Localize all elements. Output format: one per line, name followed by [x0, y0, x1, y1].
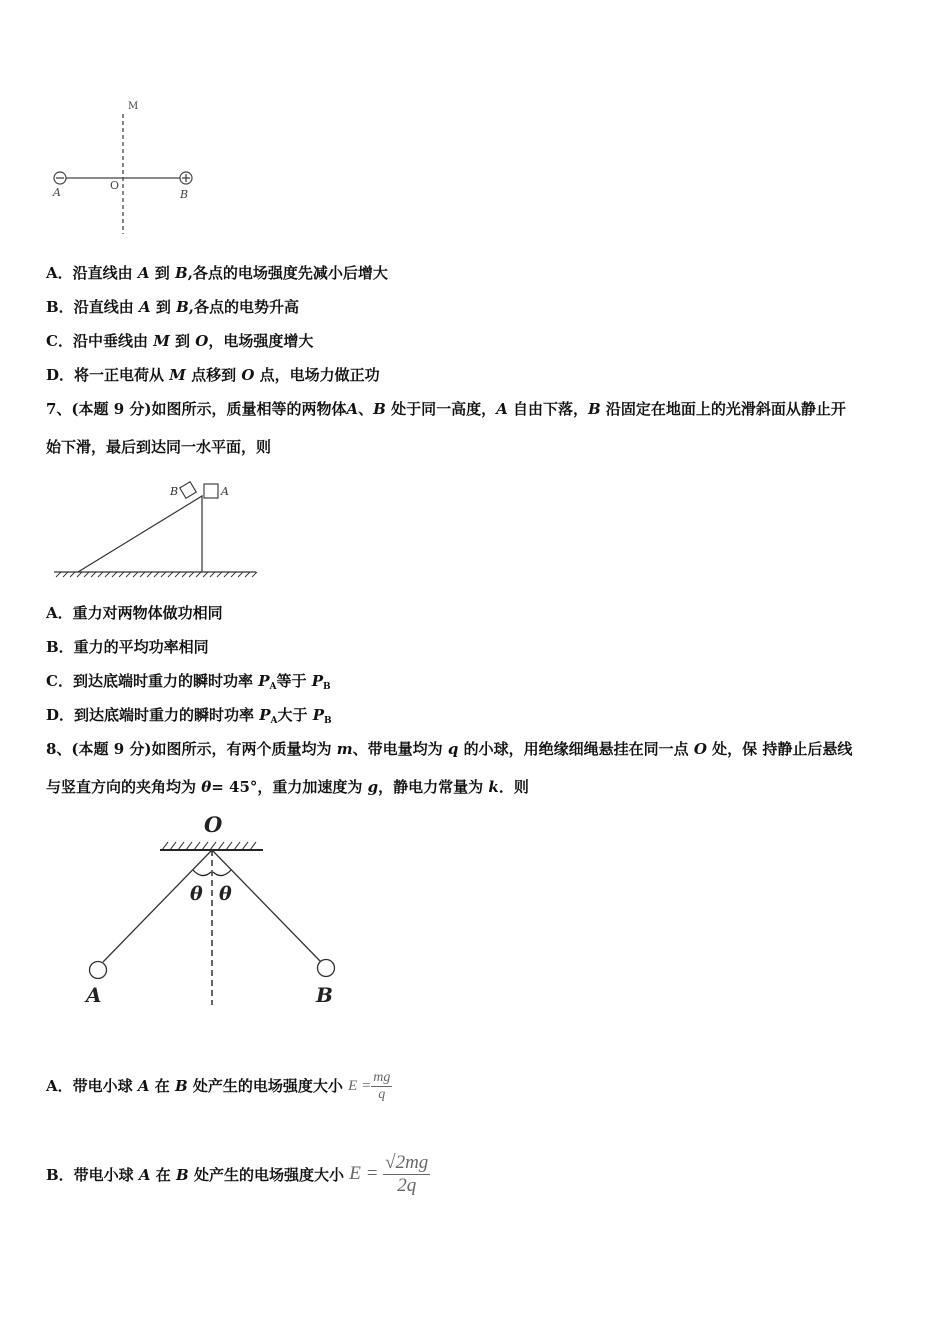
charges-figure: [48, 96, 208, 236]
formula-b: E = $\frac{√2mg}{2q}$: [349, 1152, 429, 1196]
ball-a: [90, 962, 107, 979]
angle-arc-right: [213, 870, 231, 876]
incline-figure: [50, 478, 265, 582]
q8-option-b: B．带电小球 A 在 B 处产生的电场强度大小 E = $\frac{√2mg}{2q}$: [46, 1152, 429, 1196]
hanging-balls-figure: [80, 810, 360, 1015]
label-block-b: B: [170, 485, 179, 498]
q7-option-b: B．重力的平均功率相同: [46, 638, 209, 656]
q6-option-b: B．沿直线由 A 到 B,各点的电势升高: [46, 298, 299, 316]
label-m: M: [128, 101, 139, 112]
string-b: [212, 850, 321, 962]
label-theta-right: θ: [219, 883, 232, 905]
q7-stem-line1: 7、(本题 9 分)如图所示，质量相等的两物体A、B 处于同一高度，A 自由下落，B 沿固定在地面上的光滑斜面从静止开: [46, 400, 846, 418]
q8-stem-line2: 与竖直方向的夹角均为 θ= 45°，重力加速度为 g，静电力常量为 k．则: [46, 778, 529, 796]
formula-a: E = $\frac{mg}{q}$: [348, 1070, 391, 1102]
q6-option-d: D．将一正电荷从 M 点移到 O 点，电场力做正功: [46, 366, 380, 384]
label-ball-a: A: [86, 983, 102, 1007]
q6-option-c: C．沿中垂线由 M 到 O，电场强度增大: [46, 332, 314, 350]
q6-option-a: A．沿直线由 A 到 B,各点的电场强度先减小后增大: [46, 264, 388, 282]
incline: [78, 496, 202, 572]
string-a: [103, 850, 212, 962]
label-a: A: [53, 186, 61, 199]
label-b: B: [180, 188, 189, 201]
ground-hatching: [56, 572, 257, 577]
label-theta-left: θ: [190, 883, 203, 905]
label-o: O: [204, 812, 223, 837]
q8-stem-line1: 8、(本题 9 分)如图所示，有两个质量均为 m、带电量均为 q 的小球，用绝缘细绳悬挂在同一点 O 处，保 持静止后悬线: [46, 740, 853, 758]
block-b: [180, 482, 196, 498]
q7-stem-line2: 始下滑，最后到达同一水平面，则: [46, 438, 272, 456]
q7-option-d: D．到达底端时重力的瞬时功率 $P_A$大于 $P_B$: [46, 706, 332, 726]
q7-option-c: C．到达底端时重力的瞬时功率 $P_A$等于 $P_B$: [46, 672, 331, 692]
ball-b: [318, 960, 335, 977]
angle-arc-left: [193, 870, 211, 876]
ceiling-hatching: [162, 842, 256, 850]
q8-option-a: A．带电小球 A 在 B 处产生的电场强度大小 E = $\frac{mg}{q}$: [46, 1070, 391, 1102]
label-ball-b: B: [316, 983, 333, 1007]
block-a: [204, 484, 218, 498]
label-block-a: A: [221, 485, 229, 498]
label-o: O: [110, 179, 120, 192]
q7-option-a: A．重力对两物体做功相同: [46, 604, 223, 622]
